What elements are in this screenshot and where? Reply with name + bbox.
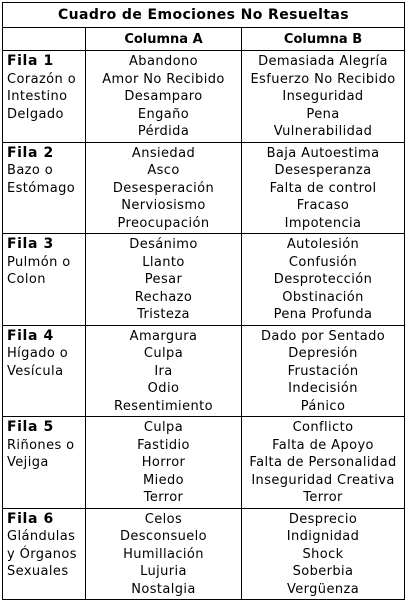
emotion-item: Falta de Apoyo xyxy=(272,437,374,453)
organ-label-line: Vesícula xyxy=(7,363,64,379)
organ-label-line: Vejiga xyxy=(7,455,49,470)
emotion-item: Horror xyxy=(141,455,186,470)
emotion-item: Asco xyxy=(147,163,180,178)
emotion-item: Indecisión xyxy=(288,381,358,396)
header-row xyxy=(3,28,405,51)
emotion-item: Terror xyxy=(143,490,184,505)
emotion-item: Desánimo xyxy=(129,237,198,252)
organ-label-line: y Órganos xyxy=(7,546,77,562)
table-row xyxy=(3,325,405,417)
emotion-item: Rechazo xyxy=(134,289,193,305)
emotion-item: Desesperación xyxy=(112,180,215,196)
column-b-cell xyxy=(242,234,405,326)
row-number: Fila 4 xyxy=(7,327,54,344)
row-label-cell xyxy=(3,142,86,234)
emotion-item: Pánico xyxy=(300,398,346,414)
table-title: Cuadro de Emociones No Resueltas xyxy=(3,3,405,28)
emotion-item: Indignidad xyxy=(286,529,360,544)
emotion-item: Tristeza xyxy=(137,307,190,322)
emotion-item: Pena xyxy=(306,106,340,122)
emotion-item: Celos xyxy=(144,511,183,527)
column-a-cell xyxy=(86,508,242,600)
organ-label-line: Hígado o xyxy=(7,346,69,361)
column-b-cell xyxy=(242,51,405,143)
emotion-item: Nostalgia xyxy=(131,581,196,597)
emotion-item: Impotencia xyxy=(284,215,362,231)
emotion-item: Confusión xyxy=(288,254,358,270)
column-b-cell xyxy=(242,508,405,600)
emotion-item: Culpa xyxy=(143,420,184,435)
emotion-item: Abandono xyxy=(129,54,198,69)
emotion-item: Desesperanza xyxy=(274,163,372,178)
emotions-chart-sheet xyxy=(2,2,404,597)
header-column-a: Columna A xyxy=(86,28,242,51)
column-a-cell xyxy=(86,325,242,417)
emotion-item: Vergüenza xyxy=(286,581,360,597)
row-number: Fila 3 xyxy=(7,236,54,252)
table-row xyxy=(3,142,405,234)
emotion-item: Obstinación xyxy=(282,289,364,305)
title-row xyxy=(3,3,405,28)
table-body xyxy=(3,51,405,600)
emotion-item: Resentimiento xyxy=(114,398,213,414)
row-label-cell xyxy=(3,508,86,600)
row-number: Fila 5 xyxy=(7,419,54,435)
emotion-item: Desconsuelo xyxy=(119,529,208,544)
organ-label-line: Riñones o xyxy=(7,437,75,453)
emotion-item: Lujuria xyxy=(140,564,187,579)
organ-label-line: Delgado xyxy=(7,106,64,122)
emotion-item: Preocupación xyxy=(117,215,210,231)
emotion-item: Falta de Personalidad xyxy=(249,455,397,470)
table-row xyxy=(3,508,405,600)
table-row xyxy=(3,51,405,143)
emotion-item: Terror xyxy=(303,490,343,505)
emotion-item: Fastidio xyxy=(137,437,190,453)
emotion-item: Amargura xyxy=(129,328,198,344)
table-row xyxy=(3,234,405,326)
column-b-cell xyxy=(242,417,405,509)
row-label-cell xyxy=(3,417,86,509)
emotion-item: Conflicto xyxy=(292,420,354,435)
column-a-cell xyxy=(86,417,242,509)
emotion-item: Llanto xyxy=(142,254,185,270)
organ-label-line: Estómago xyxy=(7,180,76,196)
emotion-item: Frustación xyxy=(287,363,359,379)
emotion-item: Amor No Recibido xyxy=(102,71,225,87)
organ-label-line: Colon xyxy=(7,272,46,287)
emotion-item: Miedo xyxy=(142,472,185,488)
emotion-item: Shock xyxy=(302,546,344,562)
emotion-item: Desamparo xyxy=(124,89,203,104)
emotion-item: Esfuerzo No Recibido xyxy=(250,71,396,87)
column-b-cell xyxy=(242,325,405,417)
row-label-cell xyxy=(3,51,86,143)
organ-label-line: Bazo o xyxy=(7,163,54,178)
emotion-item: Engaño xyxy=(137,106,190,122)
emotion-item: Demasiada Alegría xyxy=(258,54,388,69)
emotion-item: Humillación xyxy=(123,546,204,562)
emotion-item: Culpa xyxy=(143,346,184,361)
organ-label-line: Glándulas xyxy=(7,529,76,544)
column-a-cell xyxy=(86,142,242,234)
row-number: Fila 6 xyxy=(7,510,54,527)
table-row xyxy=(3,417,405,509)
organ-label-line: Sexuales xyxy=(7,564,69,579)
column-a-cell xyxy=(86,51,242,143)
header-column-b: Columna B xyxy=(242,28,405,51)
row-label-cell xyxy=(3,234,86,326)
emotion-item: Pena Profunda xyxy=(273,307,373,322)
emotion-item: Inseguridad xyxy=(282,89,364,104)
emotion-item: Dado por Sentado xyxy=(260,328,386,344)
column-b-cell xyxy=(242,142,405,234)
row-number: Fila 2 xyxy=(7,144,54,161)
emotion-item: Autolesión xyxy=(286,237,360,252)
column-a-cell xyxy=(86,234,242,326)
emotions-table xyxy=(2,2,405,600)
emotion-item: Depresión xyxy=(288,346,358,361)
emotion-item: Pesar xyxy=(144,272,183,287)
organ-label-line: Intestino xyxy=(7,89,68,104)
header-blank-cell xyxy=(3,28,86,51)
emotion-item: Desprotección xyxy=(273,272,373,287)
emotion-item: Nerviosismo xyxy=(121,198,206,213)
emotion-item: Soberbia xyxy=(292,564,354,579)
emotion-item: Ira xyxy=(154,363,173,379)
emotion-item: Odio xyxy=(147,381,180,396)
emotion-item: Desprecio xyxy=(288,511,358,527)
organ-label-line: Pulmón o xyxy=(7,254,71,270)
organ-label-line: Corazón o xyxy=(7,71,77,87)
emotion-item: Inseguridad Creativa xyxy=(251,472,395,488)
row-number: Fila 1 xyxy=(7,53,54,69)
row-label-cell xyxy=(3,325,86,417)
emotion-item: Falta de control xyxy=(269,180,377,196)
emotion-item: Vulnerabilidad xyxy=(273,124,373,139)
emotion-item: Pérdida xyxy=(137,124,190,139)
emotion-item: Fracaso xyxy=(296,198,350,213)
emotion-item: Baja Autoestima xyxy=(266,145,380,161)
emotion-item: Ansiedad xyxy=(131,145,196,161)
